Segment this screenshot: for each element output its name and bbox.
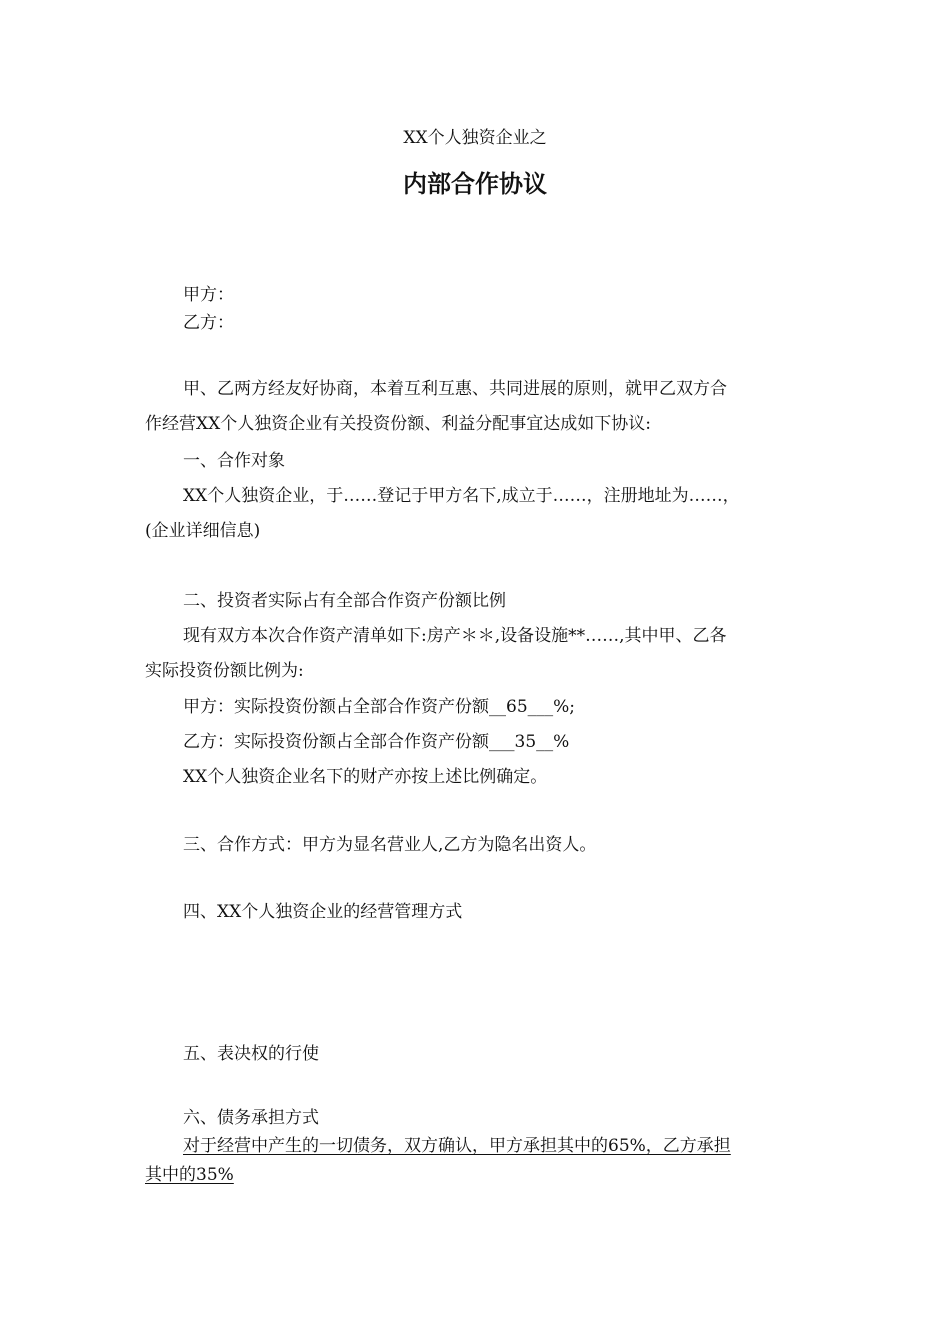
section-1-heading: 一、合作对象 <box>183 451 285 471</box>
intro-paragraph-line-1: 甲、乙两方经友好协商，本着互利互惠、共同进展的原则，就甲乙双方合 <box>183 379 727 399</box>
party-b-label: 乙方： <box>183 313 234 333</box>
section-1-line-2: (企业详细信息) <box>145 521 261 541</box>
document-title: 内部合作协议 <box>403 170 547 198</box>
section-2-party-b-share: 乙方：实际投资份额占全部合作资产份额___35__% <box>183 732 570 752</box>
party-a-label: 甲方： <box>183 285 234 305</box>
section-6-line-2: 其中的35% <box>145 1165 234 1185</box>
section-2-line-1: 现有双方本次合作资产清单如下:房产＊＊,设备设施**……,其中甲、乙各 <box>183 626 727 646</box>
section-1-line-1: XX个人独资企业，于……登记于甲方名下,成立于……，注册地址为……， <box>183 486 740 506</box>
section-2-line-2: 实际投资份额比例为: <box>145 661 304 681</box>
section-6-heading: 六、债务承担方式 <box>183 1108 319 1128</box>
section-4-heading: 四、XX个人独资企业的经营管理方式 <box>183 902 463 922</box>
section-2-heading: 二、投资者实际占有全部合作资产份额比例 <box>183 591 506 611</box>
section-2-note: XX个人独资企业名下的财产亦按上述比例确定。 <box>183 767 548 787</box>
section-3-text: 三、合作方式：甲方为显名营业人,乙方为隐名出资人。 <box>183 835 597 855</box>
intro-paragraph-line-2: 作经营XX个人独资企业有关投资份额、利益分配事宜达成如下协议: <box>145 414 651 434</box>
section-5-heading: 五、表决权的行使 <box>183 1044 319 1064</box>
document-subtitle: XX个人独资企业之 <box>403 128 547 148</box>
section-2-party-a-share: 甲方：实际投资份额占全部合作资产份额__65___%; <box>183 697 576 717</box>
section-6-line-1: 对于经营中产生的一切债务，双方确认，甲方承担其中的65%，乙方承担 <box>183 1136 731 1156</box>
